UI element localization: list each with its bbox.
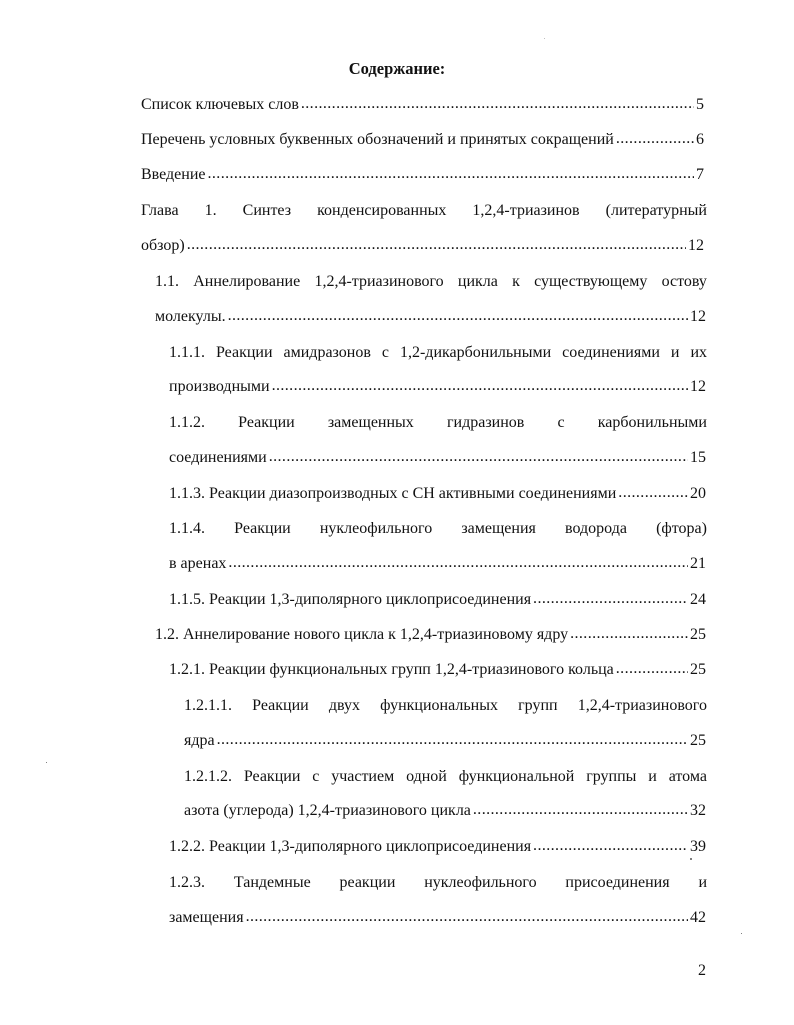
word: группы	[586, 768, 637, 785]
word: 1,2,4-триазинового	[577, 697, 707, 714]
scan-speck	[741, 933, 742, 934]
page-number: 2	[698, 962, 706, 979]
toc-entry-text: производными	[169, 378, 270, 395]
word: Реакции	[243, 768, 301, 785]
word: цикла	[457, 273, 498, 290]
word: и	[648, 768, 657, 785]
toc-entry-text: обзор)	[141, 237, 185, 254]
scan-speck	[544, 38, 545, 39]
leader-dots	[533, 835, 688, 857]
toc-entry-1-2-1[interactable]	[169, 659, 706, 681]
word: групп	[518, 697, 558, 714]
word: 1.1.4.	[169, 520, 205, 537]
toc-entry-1-1-2-line1[interactable]	[169, 412, 707, 434]
toc-entry-1-1[interactable]	[155, 306, 706, 328]
word: остову	[661, 273, 707, 290]
toc-entry-1-2-3[interactable]	[169, 907, 706, 929]
word: конденсированных	[317, 202, 447, 219]
toc-entry-text: в аренах	[169, 555, 227, 572]
toc-entry-1-1-2[interactable]	[169, 447, 706, 469]
toc-entry-text: 1.2. Аннелирование нового цикла к 1,2,4-триазиновому ядру	[155, 626, 569, 643]
toc-entry-1-2-2[interactable]	[169, 836, 706, 858]
leader-dots	[301, 93, 694, 115]
word: Синтез	[242, 202, 292, 219]
word: Глава	[141, 202, 179, 219]
leader-dots	[228, 305, 688, 327]
leader-dots	[187, 234, 686, 256]
toc-entry-page: 12	[690, 308, 706, 325]
word: 1.1.	[155, 273, 179, 290]
toc-entry-introduction[interactable]	[141, 164, 704, 186]
word: с	[312, 768, 320, 785]
leader-dots	[246, 906, 688, 928]
toc-entry-text: 1.1.3. Реакции диазопроизводных с СН активными соединениями	[169, 485, 617, 502]
toc-entry-page: 20	[690, 485, 706, 502]
word: 1.2.1.2.	[184, 768, 232, 785]
word: Реакции	[234, 520, 291, 537]
toc-entry-page: 42	[690, 909, 706, 926]
toc-entry-text: 1.2.1. Реакции функциональных групп 1,2,4-триазинового кольца	[169, 661, 614, 678]
leader-dots	[269, 446, 688, 468]
leader-dots	[618, 482, 688, 504]
word: с	[557, 414, 565, 431]
word: Тандемные	[233, 874, 311, 891]
word: 1.1.2.	[169, 414, 205, 431]
word: 1,2,4-триазинов	[472, 202, 580, 219]
toc-entry-1-1-1-line1[interactable]	[169, 342, 707, 364]
word: и	[698, 874, 707, 891]
word: с	[381, 344, 389, 361]
toc-entry-page: 24	[690, 591, 706, 608]
word: их	[690, 344, 707, 361]
word: замещения	[461, 520, 536, 537]
toc-entry-text: Перечень условных буквенных обозначений и принятых сокращений	[141, 131, 614, 148]
toc-entry-page: 15	[690, 449, 706, 466]
toc-entry-page: 25	[690, 661, 706, 678]
toc-entry-1-1-4[interactable]	[169, 553, 706, 575]
word: существующему	[534, 273, 648, 290]
word: двух	[328, 697, 360, 714]
word: функциональной	[458, 768, 575, 785]
word: водорода	[565, 520, 627, 537]
word: Реакции	[215, 344, 273, 361]
toc-entry-1-2-1-1[interactable]	[184, 730, 706, 752]
toc-title: Содержание:	[348, 59, 446, 78]
word: одной	[406, 768, 447, 785]
toc-entry-text: соединениями	[169, 449, 267, 466]
word: 1,2-дикарбонильными	[399, 344, 552, 361]
leader-dots	[272, 375, 688, 397]
toc-entry-1-2-1-2[interactable]	[184, 800, 706, 822]
toc-entry-keywords[interactable]	[141, 94, 704, 116]
word: гидразинов	[446, 414, 525, 431]
word: и	[670, 344, 680, 361]
word: функциональных	[380, 697, 498, 714]
word: замещенных	[327, 414, 414, 431]
word: атома	[668, 768, 707, 785]
word: Аннелирование	[193, 273, 301, 290]
word: (фтора)	[656, 520, 707, 537]
toc-entry-page: 5	[696, 96, 704, 113]
toc-entry-page: 21	[690, 555, 706, 572]
toc-entry-text: замещения	[169, 909, 244, 926]
toc-entry-page: 12	[690, 378, 706, 395]
word: Реакции	[252, 697, 309, 714]
toc-entry-text: азота (углерода) 1,2,4-триазинового цикла	[184, 802, 471, 819]
toc-entry-1-1-1[interactable]	[169, 376, 706, 398]
leader-dots	[217, 729, 688, 751]
toc-entry-1-2-1-1-line1[interactable]	[184, 695, 707, 717]
leader-dots	[616, 128, 694, 150]
leader-dots	[473, 799, 688, 821]
toc-entry-1-1-line1[interactable]	[155, 271, 707, 293]
toc-entry-abbreviations[interactable]	[141, 129, 704, 151]
toc-entry-1-1-4-line1[interactable]	[169, 518, 707, 540]
leader-dots	[208, 163, 695, 185]
toc-entry-1-2-1-2-line1[interactable]	[184, 766, 707, 788]
word: карбонильными	[597, 414, 707, 431]
leader-dots	[570, 623, 688, 645]
scan-speck	[690, 858, 692, 860]
toc-entry-text: Введение	[141, 166, 206, 183]
word: 1.2.1.1.	[184, 697, 232, 714]
word: 1,2,4-триазинового	[314, 273, 444, 290]
toc-entry-page: 7	[696, 166, 704, 183]
word: Реакции	[238, 414, 295, 431]
scan-speck	[46, 762, 47, 763]
word: нуклеофильного	[424, 874, 537, 891]
word: реакции	[339, 874, 396, 891]
leader-dots	[616, 658, 688, 680]
leader-dots	[228, 552, 688, 574]
toc-entry-text: ядра	[184, 732, 215, 749]
word: к	[512, 273, 520, 290]
toc-entry-page: 12	[688, 237, 704, 254]
word: 1.1.1.	[169, 344, 205, 361]
toc-entry-text: 1.1.5. Реакции 1,3-диполярного циклоприсоединения	[169, 591, 532, 608]
word: соединениями	[562, 344, 660, 361]
word: участием	[331, 768, 395, 785]
toc-entry-1-2[interactable]	[155, 624, 706, 646]
leader-dots	[533, 588, 688, 610]
toc-entry-1-2-3-line1[interactable]	[169, 872, 707, 894]
toc-entry-chapter1[interactable]	[141, 235, 704, 257]
toc-entry-text: молекулы.	[155, 308, 226, 325]
word: (литературный	[605, 202, 707, 219]
toc-entry-page: 25	[690, 732, 706, 749]
word: нуклеофильного	[319, 520, 433, 537]
word: 1.	[204, 202, 217, 219]
toc-entry-1-1-3[interactable]	[169, 483, 706, 505]
toc-entry-text: 1.2.2. Реакции 1,3-диполярного циклоприсоединения	[169, 838, 532, 855]
toc-entry-page: 32	[690, 802, 706, 819]
toc-entry-text: Список ключевых слов	[141, 96, 299, 113]
toc-entry-page: 25	[690, 626, 706, 643]
word: амидразонов	[283, 344, 371, 361]
toc-entry-page: 39	[690, 838, 706, 855]
toc-entry-page: 6	[696, 131, 704, 148]
toc-entry-1-1-5[interactable]	[169, 589, 706, 611]
word: присоединения	[565, 874, 670, 891]
word: 1.2.3.	[169, 874, 205, 891]
toc-entry-chapter1-line1[interactable]	[141, 200, 707, 222]
